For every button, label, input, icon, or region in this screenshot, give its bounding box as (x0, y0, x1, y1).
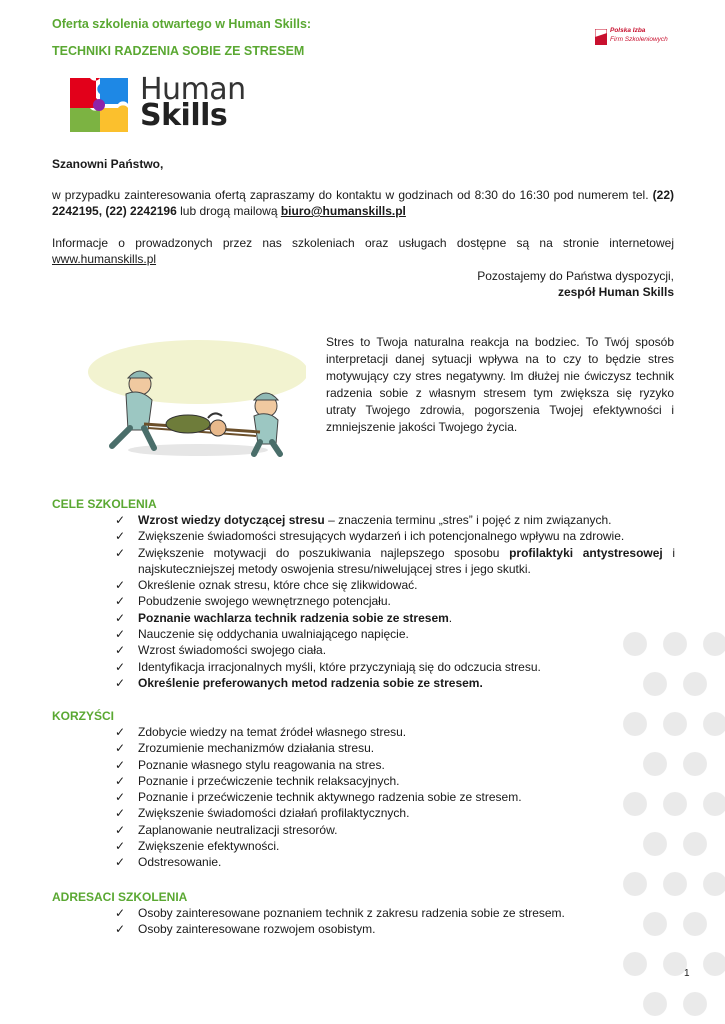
check-icon: ✓ (115, 906, 126, 920)
list-item (115, 773, 675, 789)
goal-text: . (448, 610, 453, 625)
page-number: 1 (684, 968, 690, 979)
check-icon: ✓ (115, 659, 126, 674)
list-item (115, 805, 675, 821)
list-item (115, 822, 675, 838)
benefit-text: Zrozumienie mechanizmów działania stresu. (138, 741, 375, 756)
pifs-logo-line2: Firm Szkoleniowych (610, 36, 668, 43)
contact-text: w przypadku zainteresowania ofertą zapraszamy do kontaktu w godzinach od 8:30 do 16:30 pod numerem tel. (52, 188, 649, 202)
goal-bold-text: Poznanie wachlarza technik radzenia sobie ze stresem (138, 610, 449, 625)
list-item (115, 921, 675, 937)
stress-illustration (78, 332, 306, 462)
check-icon: ✓ (115, 675, 126, 690)
list-item (115, 545, 675, 578)
audience-text: Osoby zainteresowane rozwojem osobistym. (138, 922, 376, 937)
section-title-audience: ADRESACI SZKOLENIA (52, 890, 188, 904)
list-item (115, 626, 675, 642)
benefit-text: Zwiększenie świadomości działań profilaktycznych. (138, 806, 410, 821)
check-icon: ✓ (115, 855, 126, 870)
logo-word-skills: Skills (140, 98, 228, 133)
pifs-flag-icon (595, 29, 607, 45)
benefit-text: Zaplanowanie neutralizacji stresorów. (138, 822, 338, 837)
list-item (115, 724, 675, 740)
goal-text: i najskuteczniejszej metody oswojenia stresu/niwelującej stres i jego skutki. (138, 545, 676, 576)
puzzle-logo-icon (66, 74, 132, 136)
check-icon: ✓ (115, 839, 126, 854)
human-skills-logo (66, 72, 246, 137)
signature: zespół Human Skills (557, 285, 674, 299)
check-icon: ✓ (115, 757, 126, 772)
check-icon: ✓ (115, 643, 126, 658)
benefit-text: Poznanie i przećwiczenie technik relaksacyjnych. (138, 773, 400, 788)
goal-text: Zwiększenie świadomości stresujących wydarzeń i ich potencjonalnego wpływu na zdrowie. (138, 529, 625, 544)
website-link[interactable]: www.humanskills.pl (52, 252, 157, 266)
goal-text: Wzrost świadomości swojego ciała. (138, 643, 327, 658)
pifs-logo-line1: Polska Izba (610, 27, 646, 34)
offer-header: Oferta szkolenia otwartego w Human Skills: (52, 17, 312, 31)
check-icon: ✓ (115, 545, 126, 560)
contact-mid: lub drogą mailową (176, 204, 281, 218)
benefit-text: Odstresowanie. (138, 855, 222, 870)
check-icon: ✓ (115, 741, 126, 756)
goal-text: Pobudzenie swojego wewnętrznego potencjału. (138, 594, 391, 609)
logo-word-human: Human (140, 72, 246, 107)
check-icon: ✓ (115, 610, 126, 625)
audience-text: Osoby zainteresowane poznaniem technik z zakresu radzenia sobie ze stresem. (138, 906, 565, 920)
check-icon: ✓ (115, 594, 126, 609)
list-item (115, 740, 675, 756)
phone-numbers: (22) 2242195, (22) 2242196 (52, 188, 674, 218)
stress-intro: Stres to Twoja naturalna reakcja na bodziec. To Twój sposób interpretacji danej sytuacji wpływa na to czy to będzie stres motywujący czy stres negatywny. Im dłużej nie ćwiczysz technik radzenia sobie z własnym stresem tym zwiększa się ryzyko utraty Twojego zdrowia, pogorszenia Twojej efektywności i zmniejszenie jakości Twojego życia. (326, 335, 674, 434)
list-item (115, 512, 675, 528)
list-item (115, 642, 675, 658)
list-item (115, 577, 675, 593)
greeting: Szanowni Państwo, (52, 157, 164, 171)
email-link[interactable]: biuro@humanskills.pl (280, 204, 406, 218)
list-item (115, 905, 675, 921)
list-item (115, 838, 675, 854)
list-item (115, 675, 675, 691)
section-title-goals: CELE SZKOLENIA (52, 497, 157, 511)
section-title-benefits: KORZYŚCI (52, 709, 115, 723)
goal-bold-text: Wzrost wiedzy dotyczącej stresu (138, 513, 325, 527)
goal-text: Określenie oznak stresu, które chce się zlikwidować. (138, 578, 418, 593)
info-text: Informacje o prowadzonych przez nas szkoleniach oraz usługach dostępne są na stronie internetowej (52, 236, 674, 250)
check-icon: ✓ (115, 725, 126, 739)
goals-list (115, 512, 675, 691)
benefit-text: Poznanie własnego stylu reagowania na stres. (138, 757, 385, 772)
goal-bold-text: profilaktyki antystresowej (509, 545, 663, 560)
info-paragraph (52, 235, 674, 267)
check-icon: ✓ (115, 627, 126, 642)
list-item (115, 593, 675, 609)
list-item (115, 528, 675, 544)
check-icon: ✓ (115, 773, 126, 788)
list-item (115, 854, 675, 870)
check-icon: ✓ (115, 806, 126, 821)
benefit-text: Zdobycie wiedzy na temat źródeł własnego stresu. (138, 725, 407, 739)
check-icon: ✓ (115, 922, 126, 937)
check-icon: ✓ (115, 790, 126, 805)
list-item (115, 757, 675, 773)
goal-text: Nauczenie się oddychania uwalniającego napięcie. (138, 627, 409, 642)
goal-text: Identyfikacja irracjonalnych myśli, które przyczyniają się do odczucia stresu. (138, 659, 541, 674)
list-item (115, 610, 675, 626)
check-icon: ✓ (115, 529, 126, 544)
list-item (115, 789, 675, 805)
list-item (115, 659, 675, 675)
goal-bold-text: Określenie preferowanych metod radzenia sobie ze stresem. (138, 675, 483, 690)
closing-line: Pozostajemy do Państwa dyspozycji, (477, 269, 674, 283)
contact-paragraph (52, 187, 674, 219)
pifs-logo (595, 27, 685, 49)
benefit-text: Zwiększenie efektywności. (138, 839, 280, 854)
training-title: TECHNIKI RADZENIA SOBIE ZE STRESEM (52, 44, 305, 58)
goal-text: – znaczenia terminu „stres” i pojęć z nim związanych. (324, 513, 612, 527)
goal-text: Zwiększenie motywacji do poszukiwania najlepszego sposobu (138, 545, 510, 560)
check-icon: ✓ (115, 578, 126, 593)
check-icon: ✓ (115, 513, 126, 527)
benefits-list (115, 724, 675, 871)
audience-list (115, 905, 675, 938)
benefit-text: Poznanie i przećwiczenie technik aktywnego radzenia sobie ze stresem. (138, 790, 522, 805)
check-icon: ✓ (115, 822, 126, 837)
